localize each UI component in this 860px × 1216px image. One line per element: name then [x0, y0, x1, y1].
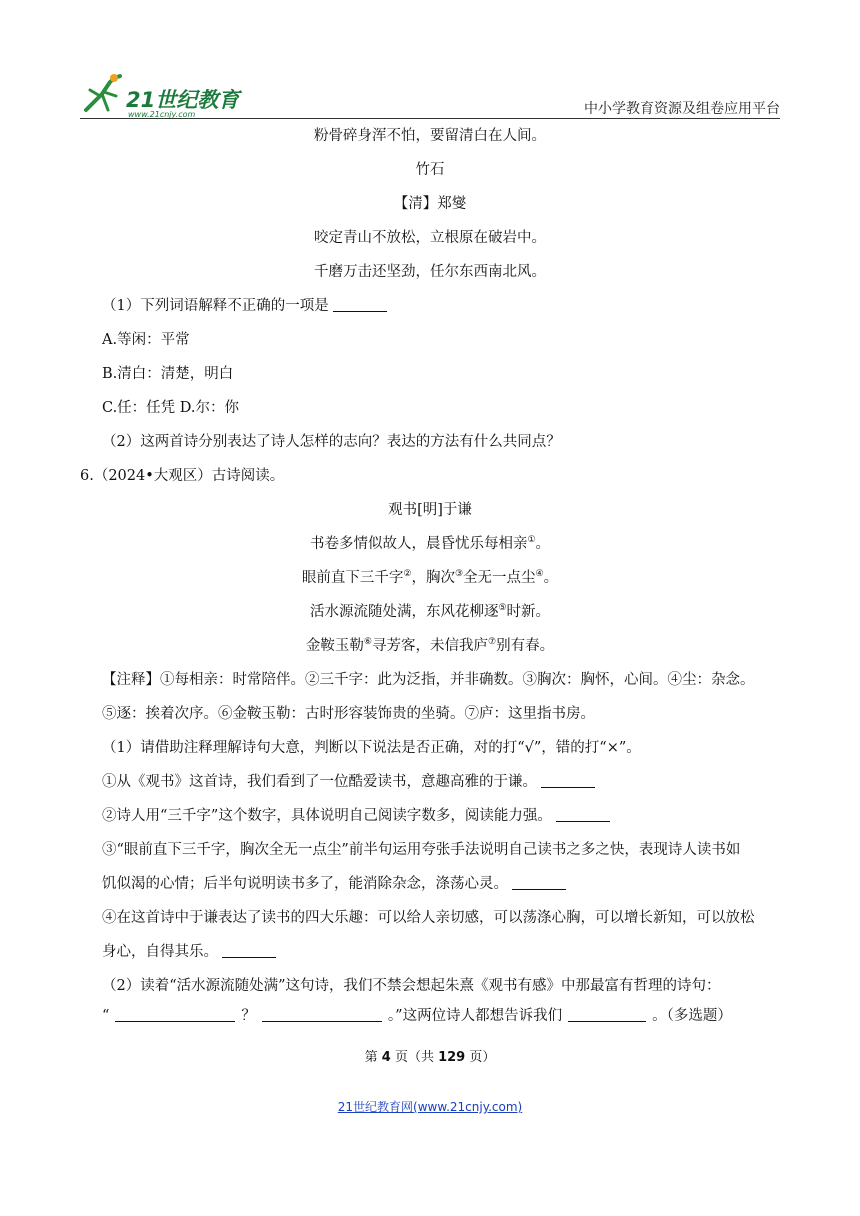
- poem2-line-1: 咬定青山不放松，立根原在破岩中。: [314, 230, 546, 246]
- answer-blank[interactable]: [333, 297, 387, 312]
- note-mark: ⑦: [488, 637, 497, 647]
- q6-statement-2: [102, 806, 610, 826]
- q6-sub1: （1）请借助注释理解诗句大意，判断以下说法是否正确，对的打“√”，错的打“×”。: [102, 740, 641, 756]
- answer-blank[interactable]: [222, 943, 276, 958]
- poem-text: 书卷多情似故人，晨昏忧乐每相亲: [309, 536, 528, 552]
- poem-text: 。: [543, 570, 559, 586]
- note-mark: ②: [403, 569, 412, 579]
- q6-statement-1: [102, 772, 595, 792]
- platform-title: 中小学教育资源及组卷应用平台: [584, 101, 780, 117]
- poem-text: 金鞍玉勒: [305, 638, 364, 654]
- q6-sub2-blanks: [102, 1006, 732, 1026]
- page-header: [80, 64, 780, 120]
- q6-statement-4b: [102, 942, 276, 962]
- note-mark: ①: [527, 535, 536, 545]
- question-mark: ？: [241, 1008, 256, 1024]
- header-divider: [80, 118, 780, 119]
- answer-blank[interactable]: [556, 807, 610, 822]
- poem2-title: 竹石: [415, 162, 445, 178]
- statement-text: 身心，自得其乐。: [102, 944, 218, 960]
- answer-blank[interactable]: [512, 875, 566, 890]
- poem-text: 。: [535, 536, 551, 552]
- logo: [80, 70, 260, 120]
- q5-option-a: A.等闲：平常: [102, 332, 190, 348]
- note-mark: ⑥: [363, 637, 372, 647]
- site-link[interactable]: 21世纪教育网(www.21cnjy.com): [337, 1100, 523, 1114]
- footer-text: 页）: [469, 1050, 496, 1065]
- note-mark: ③: [454, 569, 464, 579]
- poem-text: 眼前直下三千字: [301, 570, 404, 586]
- runner-logo-icon: [80, 70, 126, 116]
- q5-sub2: （2）这两首诗分别表达了诗人怎样的志向？表达的方法有什么共同点？: [102, 434, 561, 450]
- poem2-author: 【清】郑燮: [393, 196, 467, 212]
- poem-text: 别有春。: [496, 638, 555, 654]
- q6-statement-3b: [102, 874, 566, 894]
- quote-open: “: [102, 1008, 110, 1024]
- q5-sub1: [102, 296, 387, 316]
- poem-text: ，胸次: [411, 570, 455, 586]
- q6-statement-4a: ④在这首诗中于谦表达了读书的四大乐趣：可以给人亲切感，可以荡涤心胸，可以增长新知，可以放松: [102, 910, 755, 926]
- poem-text: 寻芳客，未信我庐: [372, 638, 488, 654]
- q5-option-b: B.清白：清楚，明白: [102, 366, 234, 382]
- q6-statement-3a: ③“眼前直下三千字，胸次全无一点尘”前半句运用夸张手法说明自己读书之多之快，表现诗人读书如: [102, 842, 741, 858]
- poem2-line-2: 千磨万击还坚劲，任尔东西南北风。: [314, 264, 546, 280]
- poem-text: 活水源流随处满，东风花柳逐: [309, 604, 499, 620]
- statement-text: ①从《观书》这首诗，我们看到了一位酷爱读书，意趣高雅的于谦。: [102, 774, 537, 790]
- q6-sub2: （2）读着“活水源流随处满”这句诗，我们不禁会想起朱熹《观书有感》中那最富有哲理的诗句：: [102, 978, 721, 994]
- q6-poem-title: 观书[明]于谦: [388, 502, 472, 518]
- answer-blank[interactable]: [262, 1007, 382, 1022]
- poem1-last-line: 粉骨碎身浑不怕，要留清白在人间。: [314, 128, 546, 144]
- logo-text: 21世纪教育: [126, 88, 240, 112]
- statement-text: 饥似渴的心情；后半句说明读书多了，能消除杂念，涤荡心灵。: [102, 876, 508, 892]
- answer-blank[interactable]: [541, 773, 595, 788]
- answer-blank[interactable]: [115, 1007, 235, 1022]
- q6-notes-1: 【注释】①每相亲：时常陪伴。②三千字：此为泛指，并非确数。③胸次：胸怀，心间。④尘：杂念。: [102, 672, 755, 688]
- q6-poem-line-4: [0, 636, 860, 656]
- q5-option-cd: C.任：任凭 D.尔：你: [102, 400, 240, 416]
- sub2-text: 。”这两位诗人都想告诉我们: [387, 1008, 563, 1024]
- note-mark: ④: [535, 569, 544, 579]
- page-number: 4: [381, 1050, 391, 1065]
- sub2-text-end: 。（多选题）: [652, 1008, 732, 1024]
- q6-poem-line-1: [0, 534, 860, 554]
- q6-notes-2: ⑤逐：挨着次序。⑥金鞍玉勒：古时形容装饰贵的坐骑。⑦庐：这里指书房。: [102, 706, 595, 722]
- answer-blank[interactable]: [568, 1007, 646, 1022]
- poem-text: 时新。: [506, 604, 551, 620]
- statement-text: ②诗人用“三千字”这个数字，具体说明自己阅读字数多，阅读能力强。: [102, 808, 552, 824]
- q6-poem-line-2: [0, 568, 860, 588]
- logo-url: www.21cnjy.com: [128, 110, 196, 119]
- footer-text: 第: [364, 1050, 378, 1065]
- poem-text: 全无一点尘: [463, 570, 536, 586]
- total-pages: 129: [438, 1050, 466, 1065]
- q5-sub1-text: （1）下列词语解释不正确的一项是: [102, 298, 329, 314]
- q6-heading: 6.（2024•大观区）古诗阅读。: [80, 468, 285, 484]
- page-footer: [0, 1046, 860, 1065]
- q6-poem-line-3: [0, 602, 860, 622]
- note-mark: ⑤: [498, 603, 507, 613]
- footer-text: 页（共: [394, 1050, 434, 1065]
